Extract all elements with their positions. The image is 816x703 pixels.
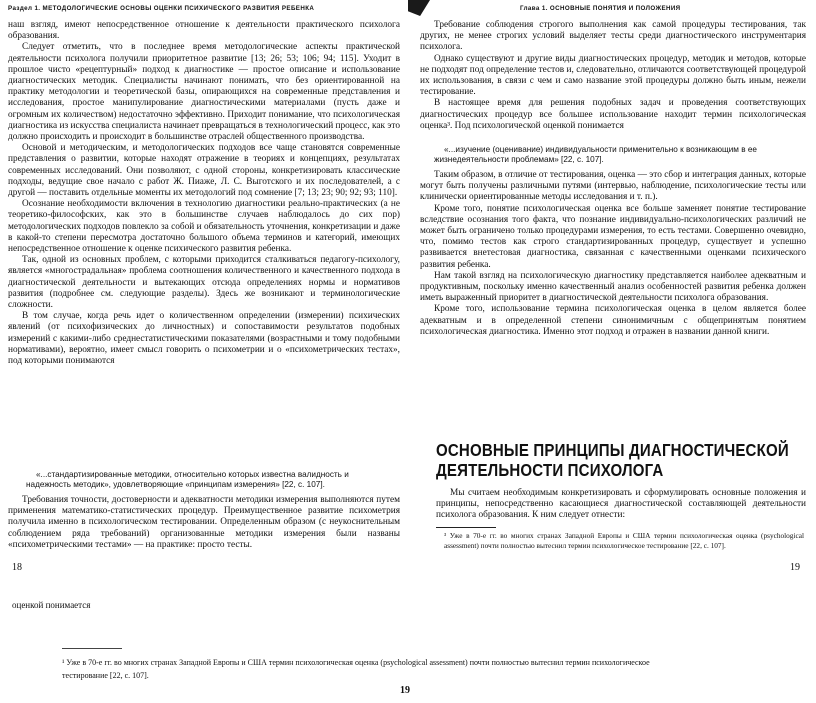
right-paragraph: Мы считаем необходимым конкретизировать и сформулировать основные положения и принципы, непосредственно касающиеся диагностической составляющей деятельности психолога образования. К ним следует отнести: [436, 488, 806, 521]
left-paragraph: Следует отметить, что в последнее время методологические аспекты практической деятельности психолога получили приоритетное развитие [13; 26; 53; 106; 94; 115]. Уходит в прошлое чисто «рецептурный» подход к диагностике — простое описание и использование диагностических методик. Специалисты начинают понимать, что без ориентированной на практику методологии и теоретической базы, опирающихся на современные представления и исследования, простое манипулирование диагностическими материалами (пусть даже и огромным их количеством) недостаточно эффективно. Приходит понимание, что психологическая диагностика из искусства специалиста начинает превращаться в технологический процесс, как это должно происходить и происходит в большинстве отраслей общественного производства. [8, 42, 400, 143]
right-paragraph: Однако существуют и другие виды диагностических процедур, методик и методов, которые не подходят под определение тестов и, следовательно, отличаются соответствующей процедурой их использования, в связи с чем и само название этой процедуры должно быть иным, нежели тестирование. [420, 53, 806, 98]
right-footnote-text: ³ Уже в 70-е гг. во многих странах Западной Европы и США термин психологическая оценка (psychological assessment) почти полностью вытеснил термин психологическое тестирование [22, с. 107]. [444, 531, 804, 550]
left-paragraph: Так, одной из основных проблем, с которыми приходится сталкиваться педагогу-психологу, является «многострадальная» проблема соотношения количественного и качественного подхода в диагностической деятельности и вытекающих отсюда определениях нормы и нормативов развития (подробнее см. следующие разделы). Здесь же возникают и терминологические сложности. [8, 255, 400, 311]
right-quote-text: «...изучение (оценивание) индивидуальности применительно к возникающим в ее жизнедеятельности проблемам» [22, с. 107]. [434, 145, 757, 164]
right-paragraph: Кроме того, использование термина психологическая оценка в целом является более адекватным и в определенной степени синонимичным с общепринятым понятием психологическая диагностика. Именно этот подход и отражен в названии данной книги. [420, 304, 806, 337]
scan-corner-shadow [408, 0, 430, 16]
bottom-page-number: 19 [400, 685, 410, 696]
left-body-text [8, 20, 400, 367]
right-page [408, 0, 816, 578]
section-heading-line: ДЕЯТЕЛЬНОСТИ ПСИХОЛОГА [436, 460, 664, 480]
right-body-text-after [420, 170, 806, 338]
right-paragraph: Таким образом, в отличие от тестирования, оценка — это сбор и интеграция данных, которые могут быть получены различными путями (интервью, наблюдение, психологические тесты или клинически ориентированные методы исследования и т. п.). [420, 170, 806, 203]
right-paragraph: Кроме того, понятие психологическая оценка все больше заменяет понятие тестирование вследствие осознания того факта, что познание индивидуально-психологических различий не может быть ограничено только процедурами измерения, то есть тестами. Совершенно очевидно, что, помимо тестов как строго стандартизированных процедур, существует и успешно развивается внетестовая диагностика, связанная с качественными оценками психического развития ребенка. [420, 203, 806, 270]
right-paragraph: В настоящее время для решения подобных задач и проведения соответствующих диагностических процедур все большее использование находит термин психологическая оценка³. Под психологической оценкой понимается [420, 98, 806, 131]
bottom-footnote-rule [62, 648, 122, 649]
right-paragraph: Требование соблюдения строгого выполнения как самой процедуры тестирования, так других, не менее строгих условий выделяет тесты среди диагностического инструментария психолога. [420, 20, 806, 53]
left-paragraph: наш взгляд, имеют непосредственное отношение к деятельности практического психолога образования. [8, 20, 400, 42]
left-page [0, 0, 408, 578]
left-quote-text: «...стандартизированные методики, относительно которых известна валидность и надежность методик», удовлетворяющие «принципам измерения» [22, с. 107]. [26, 470, 349, 489]
left-paragraph: Требования точности, достоверности и адекватности методики измерения выполняются путем применения математико-статистических процедур. Преимущественное развитие психометрия получила именно в психологическом тестировании. Определенным образом (с неукоснительным соблюдением ряда требований) организованные методики измерения были названы «психометрическими тестами» — на практике: просто тесты. [8, 495, 400, 550]
footnote-rule [436, 527, 496, 528]
section-heading-line: ОСНОВНЫЕ ПРИНЦИПЫ ДИАГНОСТИЧЕСКОЙ [436, 440, 789, 460]
left-paragraph: Осознание необходимости включения в технологию диагностики реально-практических (а не теоретико-философских, как это в большинстве случаев наблюдалось до сих пор) методологических подходов повлекло за собой и обязательность уточнения, конкретизации и даже в какой-то степени пересмотра достаточно большого объема терминов и категорий, имеющих непосредственное отношение к оценке психического развития ребенка. [8, 199, 400, 255]
right-running-head: Глава 1. ОСНОВНЫЕ ПОНЯТИЯ И ПОЛОЖЕНИЯ [520, 5, 681, 12]
heading-body-text [436, 488, 806, 522]
left-quote [26, 470, 386, 490]
ocr-caption: оценкой понимается [12, 600, 91, 610]
right-quote [434, 145, 796, 165]
left-paragraph: Основой и методическим, и методологических подходов все чаще становятся современные представления о развитии, которые находят отражение в теориях и концепциях, результатах современных исследований. Они позволяют, с одной стороны, конкретизировать классические подходы, ведущие свое начало с работ Ж. Пиаже, Л. С. Выготского и их последователей, а с другой — поставить отдельные моменты их методологий под сомнение [7; 13; 23; 90; 92; 93; 110]. [8, 143, 400, 199]
right-body-text [420, 20, 806, 132]
right-footnote [444, 531, 804, 550]
left-paragraph: В том случае, когда речь идет о количественном определении (измерении) психических явлений (от психофизических до личностных) и сопоставимости результатов подобных измерений с какими-либо среднестатистическими показателями (возрастными и тому подобными нормативами), вероятно, имеет смысл говорить о психометрии и о «психометрических тестах», под которыми понимаются [8, 311, 400, 367]
left-running-head: Раздел 1. МЕТОДОЛОГИЧЕСКИЕ ОСНОВЫ ОЦЕНКИ ПСИХИЧЕСКОГО РАЗВИТИЯ РЕБЕНКА [8, 5, 315, 12]
right-page-number: 19 [790, 562, 800, 573]
left-page-number: 18 [12, 562, 22, 573]
section-heading [436, 440, 789, 480]
right-paragraph: Нам такой взгляд на психологическую диагностику представляется наиболее адекватным и продуктивным, поскольку именно качественный анализ особенностей развития ребенка должен иметь выраженный приоритет в диагностической деятельности психолога образования. [420, 270, 806, 304]
bottom-footnote: ¹ Уже в 70-е гг. во многих странах Западной Европы и США термин психологическая оценка (psychological assessment) почти полностью вытеснил термин психологическое тестирование [22, с. 107]. [62, 658, 650, 680]
left-body-text-after [8, 495, 400, 551]
